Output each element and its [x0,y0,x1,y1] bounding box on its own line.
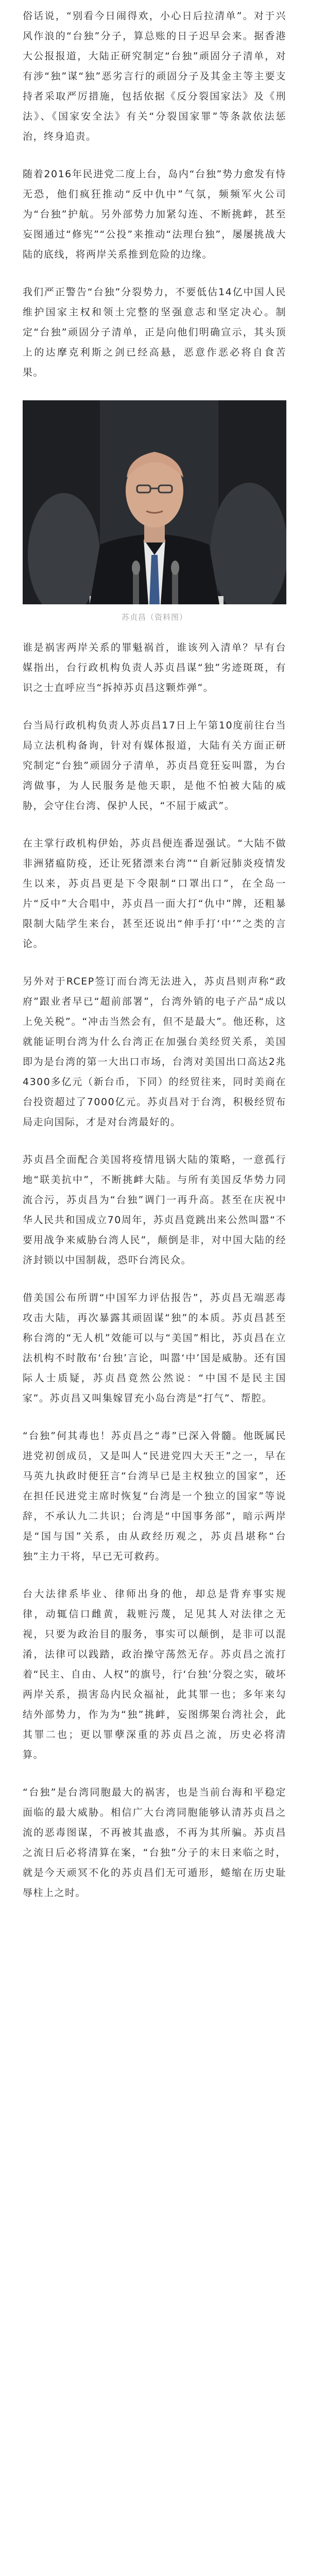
article-figure [23,400,286,622]
article-paragraph-11: 台大法律系毕业、律师出身的他，却总是背弃事实规律，动辄信口雌黄，栽赃污蔑，足见其人对法律之无视，只要为政治目的服务，事实可以颠倒，是非可以混淆，法律可以践踏，政治操守荡然无存。苏贞昌之流打着“民主、自由、人权”的旗号，行‘台独’分裂之实，破坏两岸关系，损害岛内民众福祉，此其罪一也；多年来勾结外部势力，作为为“独”挑衅，妄图绑架台湾社会，此其罪二也；更以罪孽深重的苏贞昌之流，历史必将清算。 [23,1588,286,1760]
article-paragraph-8: 苏贞昌全面配合美国将疫情甩锅大陆的策略，一意孤行地“联美抗中”，不断挑衅大陆。与所有美国反华势力同流合污，苏贞昌为“台独”调门一再升高。甚至在庆祝中华人民共和国成立70周年，苏贞昌竟跳出来公然叫嚣“不要用战争来威胁台湾人民”，颠倒是非，对中国大陆的经济封锁以中国制裁，恐吓台湾民众。 [23,1154,286,1266]
figure-caption: 苏贞昌（资料图） [121,613,187,622]
article-paragraph-12: “台独”是台湾同胞最大的祸害，也是当前台海和平稳定面临的最大威胁。相信广大台湾同胞能够认清苏贞昌之流的恶毒图谋，不再被其蛊惑，不再为其所骗。苏贞昌之流日后必将清算在案，“台独”分子的末日来临之时，就是今天顽冥不化的苏贞昌们无可遁形，蜷缩在历史耻辱柱上之时。 [23,1787,286,1899]
article-paragraph-4: 谁是祸害两岸关系的罪魁祸首，谁该列入清单？早有台媒指出，台行政机构负责人苏贞昌谋“独”劣迹斑斑，有识之士直呼应当“拆掉苏贞昌这颗炸弹”。 [23,642,286,693]
article-paragraph-1: 俗话说，“别看今日闹得欢，小心日后拉清单”。对于兴风作浪的“台独”分子，算总账的日子迟早会来。据香港大公报报道，大陆正研究制定“台独”顽固分子清单，对有涉“独”谋“独”恶劣言行的顽固分子及其金主等主要支持者采取严厉措施，包括依据《反分裂国家法》及《刑法》、《国家安全法》有关“分裂国家罪”等条款依法惩治，终身追责。 [23,10,286,142]
article-paragraph-7: 另外对于RCEP签订而台湾无法进入，苏贞昌则声称“政府”跟业者早已“超前部署”，台湾外销的电子产品“成以上免关税”。“冲击当然会有，但不是最大”。他还称，这就能证明台湾为什么台湾正在加强台美经贸关系，美国即为是台湾的第一大出口市场，台湾对美国出口高达2兆4300多亿元（新台币，下同）的经贸往来，同时美商在台投资超过了7000亿元。苏贞昌对于台湾，积极经贸布局走向国际，才是对台湾最好的。 [23,976,286,1128]
portrait-illustration [23,400,286,604]
article-paragraph-6: 在主掌行政机构伊始，苏贞昌便连番逞强试。“大陆不做非洲猪瘟防疫，还让死猪漂来台湾”“自新冠肺炎疫情发生以来，苏贞昌更是下令限制“口罩出口”，在全岛一片“反中”大合唱中，苏贞昌一面大打“仇中”牌，还粗暴限制大陆学生来台，甚至还说出“伸手打‘中’”之类的言论。 [23,838,286,950]
article-paragraph-9: 借美国公布所谓“中国军力评估报告”，苏贞昌无端恶毒攻击大陆，再次暴露其顽固谋“独”的本质。苏贞昌甚至称台湾的“无人机”效能可以与“美国”相比，苏贞昌在立法机构不时散布‘台独’言论，叫嚣‘中’国是威胁。还有国际人士质疑，苏贞昌竟然公然说：“中国不是民主国家”。苏贞昌又叫集嫁冒充小岛台湾是“打气”、帮腔。 [23,1292,286,1404]
portrait-photo [23,400,286,604]
article-paragraph-10: “台独”何其毒也！苏贞昌之“毒”已深入骨髓。他既属民进党初创成员，又是叫人“民进党四大天王”之一，早在马英九执政时便狂言“台湾早已是主权独立的国家”，还在担任民进党主席时恢复“台湾是一个独立的国家”等说辞，不承认九二共识；台湾是“中国事务部”，暗示两岸是“国与国”关系，由从政经历观之，苏贞昌堪称“台独”主力干将，早已无可救药。 [23,1430,286,1562]
article-paragraph-5: 台当局行政机构负责人苏贞昌17日上午第10度前往台当局立法机构备询，针对有媒体报道，大陆有关方面正研究制定“台独”顽固分子清单，苏贞昌竟狂妄叫嚣，为台湾做事，为人民服务是他天职，是他不怕被大陆的威胁，会守住台湾、保护人民，“不屈于威武”。 [23,720,286,811]
article-paragraph-2: 随着2016年民进党二度上台，岛内“台独”势力愈发有恃无恐，他们疯狂推动“反中仇中”气氛，频频军火公司为“台独”护航。另外部势力加紧勾连、不断挑衅，甚至妄图通过“修宪”“公投”来推动“法理台独”，屡屡挑战大陆的底线，将两岸关系推到危险的边缘。 [23,168,286,260]
article-paragraph-3: 我们严正警告“台独”分裂势力，不要低估14亿中国人民维护国家主权和领土完整的坚强意志和坚定决心。制定“台独”顽固分子清单，正是向他们明确宣示，其头顶上的达摩克利斯之剑已经高悬，恶意作恶必将自食苦果。 [23,286,286,378]
